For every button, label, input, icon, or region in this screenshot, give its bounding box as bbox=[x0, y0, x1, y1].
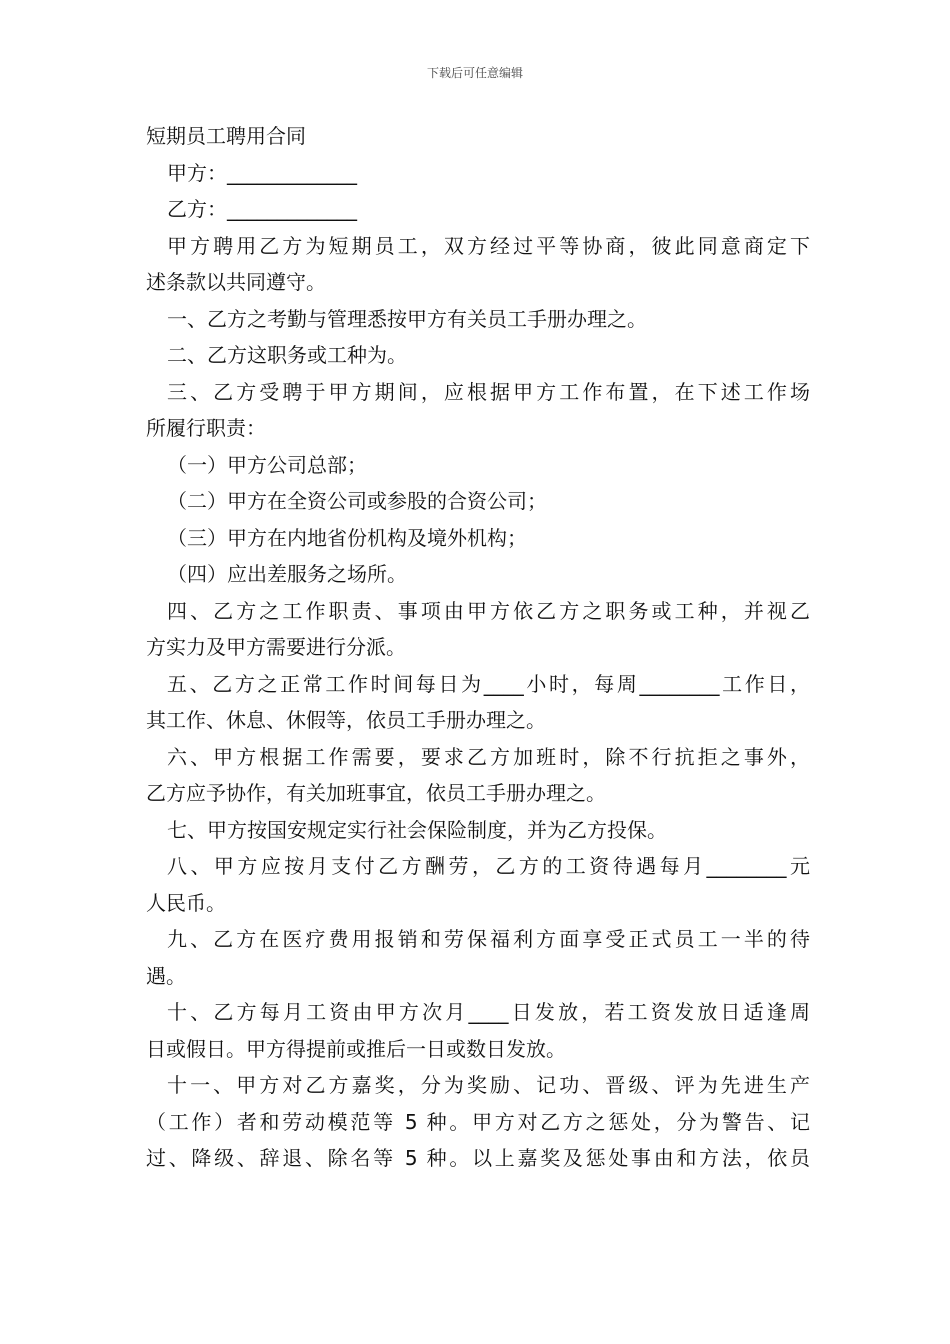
clause-line: 七、甲方按国安规定实行社会保险制度，并为乙方投保。 bbox=[167, 817, 667, 842]
clause-line: 日或假日。甲方得提前或推后一日或数日发放。 bbox=[146, 1036, 566, 1061]
clause-line: 五、乙方之正常工作时间每日为____小时，每周________工作日， bbox=[167, 671, 810, 696]
clause-line: 一、乙方之考勤与管理悉按甲方有关员工手册办理之。 bbox=[167, 306, 647, 331]
paragraph-line: 甲方聘用乙方为短期员工，双方经过平等协商，彼此同意商定下 bbox=[167, 233, 810, 258]
clause-line: 乙方应予协作，有关加班事宜，依员工手册办理之。 bbox=[146, 781, 606, 805]
clause-line: （工作）者和劳动模范等 5 种。甲方对乙方之惩处，分为警告、记 bbox=[146, 1109, 810, 1134]
paragraph-line: 述条款以共同遵守。 bbox=[146, 270, 326, 294]
party-a-line: 甲方：_____________ bbox=[167, 160, 357, 185]
clause-line: 方实力及甲方需要进行分派。 bbox=[146, 635, 406, 659]
clause-line: 十一、甲方对乙方嘉奖，分为奖励、记功、晋级、评为先进生产 bbox=[167, 1073, 810, 1097]
clause-line: 四、乙方之工作职责、事项由甲方依乙方之职务或工种，并视乙 bbox=[167, 598, 810, 623]
clause-line: 六、甲方根据工作需要，要求乙方加班时，除不行抗拒之事外， bbox=[167, 744, 810, 769]
clause-line: 遇。 bbox=[146, 963, 186, 988]
clause-line: 九、乙方在医疗费用报销和劳保福利方面享受正式员工一半的待 bbox=[167, 927, 810, 951]
party-b-line: 乙方：_____________ bbox=[167, 197, 357, 221]
clause-line: 二、乙方这职务或工种为。 bbox=[167, 343, 407, 367]
list-item: （一）甲方公司总部； bbox=[167, 452, 367, 477]
clause-line: 过、降级、辞退、除名等 5 种。以上嘉奖及惩处事由和方法，依员 bbox=[146, 1146, 810, 1170]
clause-line: 人民币。 bbox=[146, 890, 226, 915]
clause-line: 十、乙方每月工资由甲方次月____日发放，若工资发放日适逢周 bbox=[167, 1000, 810, 1024]
clause-line: 八、甲方应按月支付乙方酬劳，乙方的工资待遇每月________元 bbox=[167, 854, 810, 878]
clause-line: 其工作、休息、休假等，依员工手册办理之。 bbox=[146, 708, 546, 732]
document-title: 短期员工聘用合同 bbox=[146, 124, 306, 148]
clause-line: 三、乙方受聘于甲方期间，应根据甲方工作布置，在下述工作场 bbox=[167, 379, 810, 404]
page-header: 下载后可任意编辑 bbox=[426, 66, 523, 80]
list-item: （三）甲方在内地省份机构及境外机构； bbox=[167, 525, 527, 550]
list-item: （二）甲方在全资公司或参股的合资公司； bbox=[167, 489, 547, 513]
list-item: （四）应出差服务之场所。 bbox=[167, 562, 407, 586]
clause-line: 所履行职责： bbox=[146, 416, 266, 440]
document-body bbox=[146, 118, 810, 1177]
